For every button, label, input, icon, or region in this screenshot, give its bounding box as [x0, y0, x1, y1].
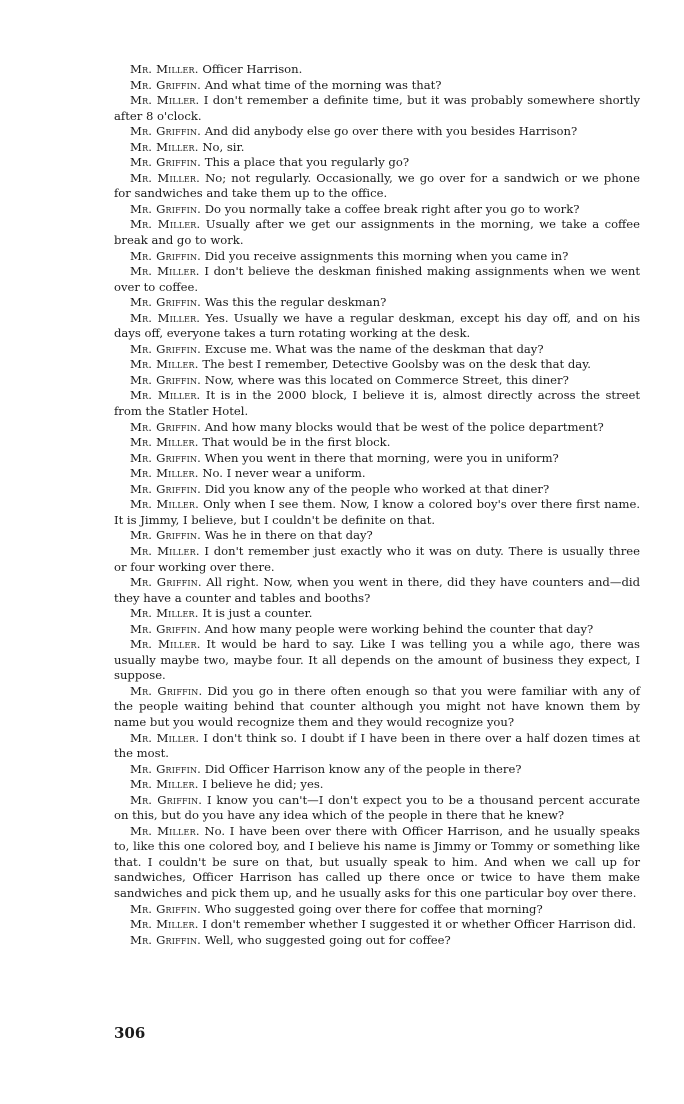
testimony-paragraph: [114, 606, 640, 622]
testimony-text: I don't think so. I doubt if I have been in there over a half dozen times at the most.: [114, 730, 640, 761]
speaker-label: Mr. Griffin.: [130, 575, 202, 590]
speaker-label: Mr. Griffin.: [130, 481, 202, 496]
speaker-label: Mr. Griffin.: [130, 124, 202, 139]
speaker-label: Mr. Miller.: [130, 93, 200, 108]
testimony-text: I don't believe the deskman finished making assignments when we went over to coffee.: [114, 264, 640, 294]
testimony-text: Usually after we get our assignments in the morning, we take a coffee break and go to work.: [114, 217, 641, 248]
testimony-text: No, sir.: [202, 139, 245, 154]
testimony-paragraph: [114, 140, 640, 156]
testimony-paragraph: [114, 435, 640, 451]
testimony-text: I don't remember a definite time, but it was probably somewhere shortly after 8 o'clock.: [114, 93, 641, 123]
testimony-paragraph: [114, 155, 640, 171]
testimony-text: It is just a counter.: [202, 606, 313, 621]
testimony-text: Do you normally take a coffee break right after you go to work?: [204, 201, 580, 216]
testimony-paragraph: [114, 917, 640, 933]
testimony-text: And did anybody else go over there with you besides Harrison?: [204, 124, 578, 139]
testimony-text: Only when I see them. Now, I know a colored boy's over there first name. It is Jimmy, I believe, but I couldn't be definite on that.: [114, 497, 641, 527]
testimony-text: Now, where was this located on Commerce Street, this diner?: [204, 372, 569, 387]
testimony-paragraph: [114, 762, 640, 778]
speaker-label: Mr. Griffin.: [130, 295, 202, 310]
speaker-label: Mr. Miller.: [130, 497, 200, 512]
testimony-paragraph: [114, 824, 640, 902]
speaker-label: Mr. Griffin.: [130, 450, 202, 465]
testimony-text: And how many people were working behind the counter that day?: [204, 621, 594, 636]
speaker-label: Mr. Griffin.: [130, 77, 202, 92]
testimony-paragraph: [114, 373, 640, 389]
testimony-paragraph: [114, 466, 640, 482]
speaker-label: Mr. Miller.: [130, 388, 201, 403]
testimony-paragraph: [114, 388, 640, 419]
testimony-paragraph: [114, 264, 640, 295]
speaker-label: Mr. Griffin.: [130, 341, 202, 356]
testimony-text: Did you go in there often enough so that you were familiar with any of the people waiting behind that counter although you might not have known them by name but you would recognize them and they would recognize you?: [114, 683, 641, 729]
testimony-text: Officer Harrison.: [202, 62, 303, 76]
testimony-text: It is in the 2000 block, I believe it is, almost directly across the street from the Statler Hotel.: [114, 388, 641, 419]
speaker-label: Mr. Miller.: [130, 264, 200, 279]
speaker-label: Mr. Griffin.: [130, 528, 202, 543]
testimony-paragraph: [114, 78, 640, 94]
testimony-paragraph: [114, 171, 640, 202]
testimony-paragraph: [114, 637, 640, 684]
testimony-text: I don't remember whether I suggested it or whether Officer Harrison did.: [202, 917, 637, 932]
testimony-text: Yes. Usually we have a regular deskman, except his day off, and on his days off, everyone takes a turn rotating working at the desk.: [114, 310, 641, 341]
testimony-paragraph: [114, 731, 640, 762]
testimony-paragraph: [114, 62, 640, 78]
testimony-text: Well, who suggested going out for coffee?: [204, 932, 451, 947]
testimony-paragraph: [114, 528, 640, 544]
transcript-body: [114, 62, 640, 948]
testimony-paragraph: [114, 777, 640, 793]
speaker-label: Mr. Miller.: [130, 217, 201, 232]
testimony-paragraph: [114, 93, 640, 124]
testimony-text: That would be in the first block.: [202, 435, 391, 450]
testimony-paragraph: [114, 933, 640, 949]
speaker-label: Mr. Miller.: [130, 606, 199, 621]
speaker-label: Mr. Griffin.: [130, 621, 202, 636]
testimony-paragraph: [114, 124, 640, 140]
testimony-paragraph: [114, 451, 640, 467]
speaker-label: Mr. Miller.: [130, 435, 199, 450]
testimony-paragraph: [114, 622, 640, 638]
testimony-text: Was this the regular deskman?: [204, 295, 387, 310]
testimony-text: No; not regularly. Occasionally, we go over for a sandwich or we phone for sandwiches and take them up to the office.: [114, 170, 640, 201]
testimony-text: And what time of the morning was that?: [204, 77, 442, 92]
speaker-label: Mr. Miller.: [130, 62, 199, 76]
testimony-paragraph: [114, 684, 640, 731]
testimony-paragraph: [114, 575, 640, 606]
testimony-text: I don't remember just exactly who it was on duty. There is usually three or four working over there.: [114, 543, 640, 574]
speaker-label: Mr. Miller.: [130, 543, 200, 558]
speaker-label: Mr. Griffin.: [130, 901, 202, 916]
testimony-text: Did you know any of the people who worked at that diner?: [204, 481, 550, 496]
speaker-label: Mr. Miller.: [130, 466, 199, 481]
testimony-paragraph: [114, 793, 640, 824]
testimony-text: This a place that you regularly go?: [204, 155, 410, 170]
speaker-label: Mr. Griffin.: [130, 932, 202, 947]
speaker-label: Mr. Miller.: [130, 823, 200, 838]
testimony-text: Was he in there on that day?: [204, 528, 373, 543]
testimony-paragraph: [114, 357, 640, 373]
speaker-label: Mr. Miller.: [130, 357, 199, 372]
speaker-label: Mr. Griffin.: [130, 419, 202, 434]
testimony-paragraph: [114, 902, 640, 918]
speaker-label: Mr. Griffin.: [130, 372, 202, 387]
testimony-paragraph: [114, 544, 640, 575]
testimony-paragraph: [114, 202, 640, 218]
testimony-text: I believe he did; yes.: [202, 777, 324, 792]
testimony-paragraph: [114, 217, 640, 248]
speaker-label: Mr. Miller.: [130, 637, 201, 652]
testimony-paragraph: [114, 295, 640, 311]
speaker-label: Mr. Miller.: [130, 139, 199, 154]
speaker-label: Mr. Griffin.: [130, 683, 203, 698]
speaker-label: Mr. Griffin.: [130, 248, 202, 263]
speaker-label: Mr. Griffin.: [130, 155, 202, 170]
testimony-text: Did you receive assignments this morning when you came in?: [204, 248, 569, 263]
testimony-text: And how many blocks would that be west of the police department?: [204, 419, 604, 434]
testimony-text: I know you can't—I don't expect you to be a thousand percent accurate on this, but do you have any idea which of the people in there that he knew?: [114, 792, 641, 823]
testimony-paragraph: [114, 311, 640, 342]
speaker-label: Mr. Miller.: [130, 777, 199, 792]
testimony-paragraph: [114, 482, 640, 498]
testimony-text: When you went in there that morning, were you in uniform?: [204, 450, 559, 465]
testimony-paragraph: [114, 497, 640, 528]
testimony-text: Excuse me. What was the name of the deskman that day?: [204, 341, 544, 356]
testimony-text: All right. Now, when you went in there, did they have counters and—did they have a counter and tables and booths?: [114, 575, 640, 605]
speaker-label: Mr. Griffin.: [130, 201, 202, 216]
speaker-label: Mr. Griffin.: [130, 761, 202, 776]
testimony-text: No. I have been over there with Officer Harrison, and he usually speaks to, like this one colored boy, and I believe his name is Jimmy or Tommy or something like that. I couldn't be sure on that, but usually speak to him. And when we call up for sandwiches, Officer Harrison has called up there once or twice to have them make sandwiches and pick them up, and he usually asks for this one particular boy over there.: [114, 823, 641, 900]
speaker-label: Mr. Miller.: [130, 917, 199, 932]
testimony-text: No. I never wear a uniform.: [202, 466, 366, 481]
speaker-label: Mr. Griffin.: [130, 792, 203, 807]
testimony-text: It would be hard to say. Like I was telling you a while ago, there was usually maybe two, maybe four. It all depends on the amount of business they expect, I suppose.: [114, 637, 641, 683]
testimony-paragraph: [114, 249, 640, 265]
speaker-label: Mr. Miller.: [130, 310, 201, 325]
speaker-label: Mr. Miller.: [130, 730, 200, 745]
testimony-text: The best I remember, Detective Goolsby was on the desk that day.: [202, 357, 591, 372]
speaker-label: Mr. Miller.: [130, 170, 201, 185]
testimony-paragraph: [114, 420, 640, 436]
testimony-paragraph: [114, 342, 640, 358]
page-number: 306: [114, 1024, 146, 1042]
testimony-text: Who suggested going over there for coffee that morning?: [204, 901, 543, 916]
testimony-text: Did Officer Harrison know any of the people in there?: [204, 761, 522, 776]
